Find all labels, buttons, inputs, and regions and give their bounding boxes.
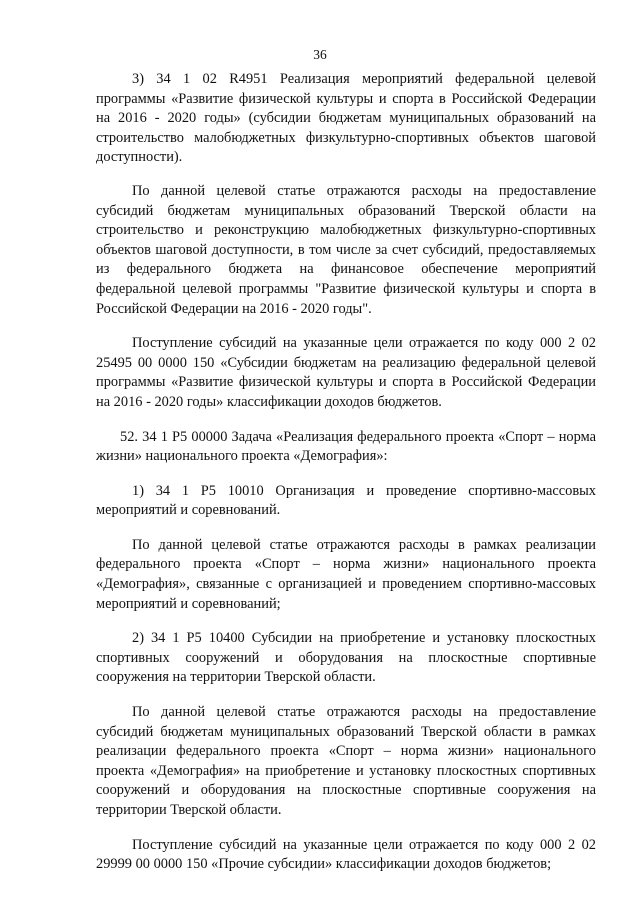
paragraph-10400-revenue-code: Поступление субсидий на указанные цели отражается по коду 000 2 02 29999 00 0000 150 «Прочие субсидии» классификации доходов бюджетов; xyxy=(96,836,596,873)
paragraph-r4951-description: По данной целевой статье отражаются расходы на предоставление субсидий бюджетам муниципальных образований Тверской области на строительство и реконструкцию малобюджетных физкультурно-спортивных объектов шаговой доступности, в том числе за счет субсидий, предоставляемых из федерального бюджета на финансовое обеспечение мероприятий федеральной целевой программы "Развитие физической культуры и спорта в Российской Федерации на 2016 - 2020 годы". xyxy=(96,182,596,317)
paragraph-10010-description: По данной целевой статье отражаются расходы в рамках реализации федерального проекта «Спорт – норма жизни» национального проекта «Демография», связанные с организацией и проведением спортивно-массовых мероприятий и соревнований; xyxy=(96,536,596,612)
document-body xyxy=(96,70,596,890)
paragraph-r4951-revenue-code: Поступление субсидий на указанные цели отражается по коду 000 2 02 25495 00 0000 150 «Субсидии бюджетам на реализацию федеральной целевой программы «Развитие физической культуры и спорта в Российской Федерации на 2016 - 2020 годы» классификации доходов бюджетов. xyxy=(96,335,596,410)
paragraph-item-3-r4951: 3) 34 1 02 R4951 Реализация мероприятий федеральной целевой программы «Развитие физической культуры и спорта в Российской Федерации на 2016 - 2020 годы» (субсидии бюджетам муниципальных образований на строительство малобюджетных физкультурно-спортивных объектов шаговой доступности). xyxy=(96,71,596,166)
paragraph-10400-description: По данной целевой статье отражаются расходы на предоставление субсидий бюджетам муниципальных образований Тверской области в рамках реализации федерального проекта «Спорт – норма жизни» национального проекта «Демография» на приобретение и установку плоскостных спортивных сооружений и оборудования на плоскостные спортивные сооружения на территории Тверской области. xyxy=(96,704,596,818)
paragraph-item-2-10400: 2) 34 1 P5 10400 Субсидии на приобретение и установку плоскостных спортивных сооружений и оборудования на плоскостные спортивные сооружения на территории Тверской области. xyxy=(96,630,596,686)
paragraph-item-1-10010: 1) 34 1 P5 10010 Организация и проведение спортивно-массовых мероприятий и соревнований. xyxy=(96,482,596,519)
page-number: 36 xyxy=(313,47,327,62)
paragraph-task-52: 52. 34 1 P5 00000 Задача «Реализация федерального проекта «Спорт – норма жизни» национального проекта «Демография»: xyxy=(96,428,596,465)
